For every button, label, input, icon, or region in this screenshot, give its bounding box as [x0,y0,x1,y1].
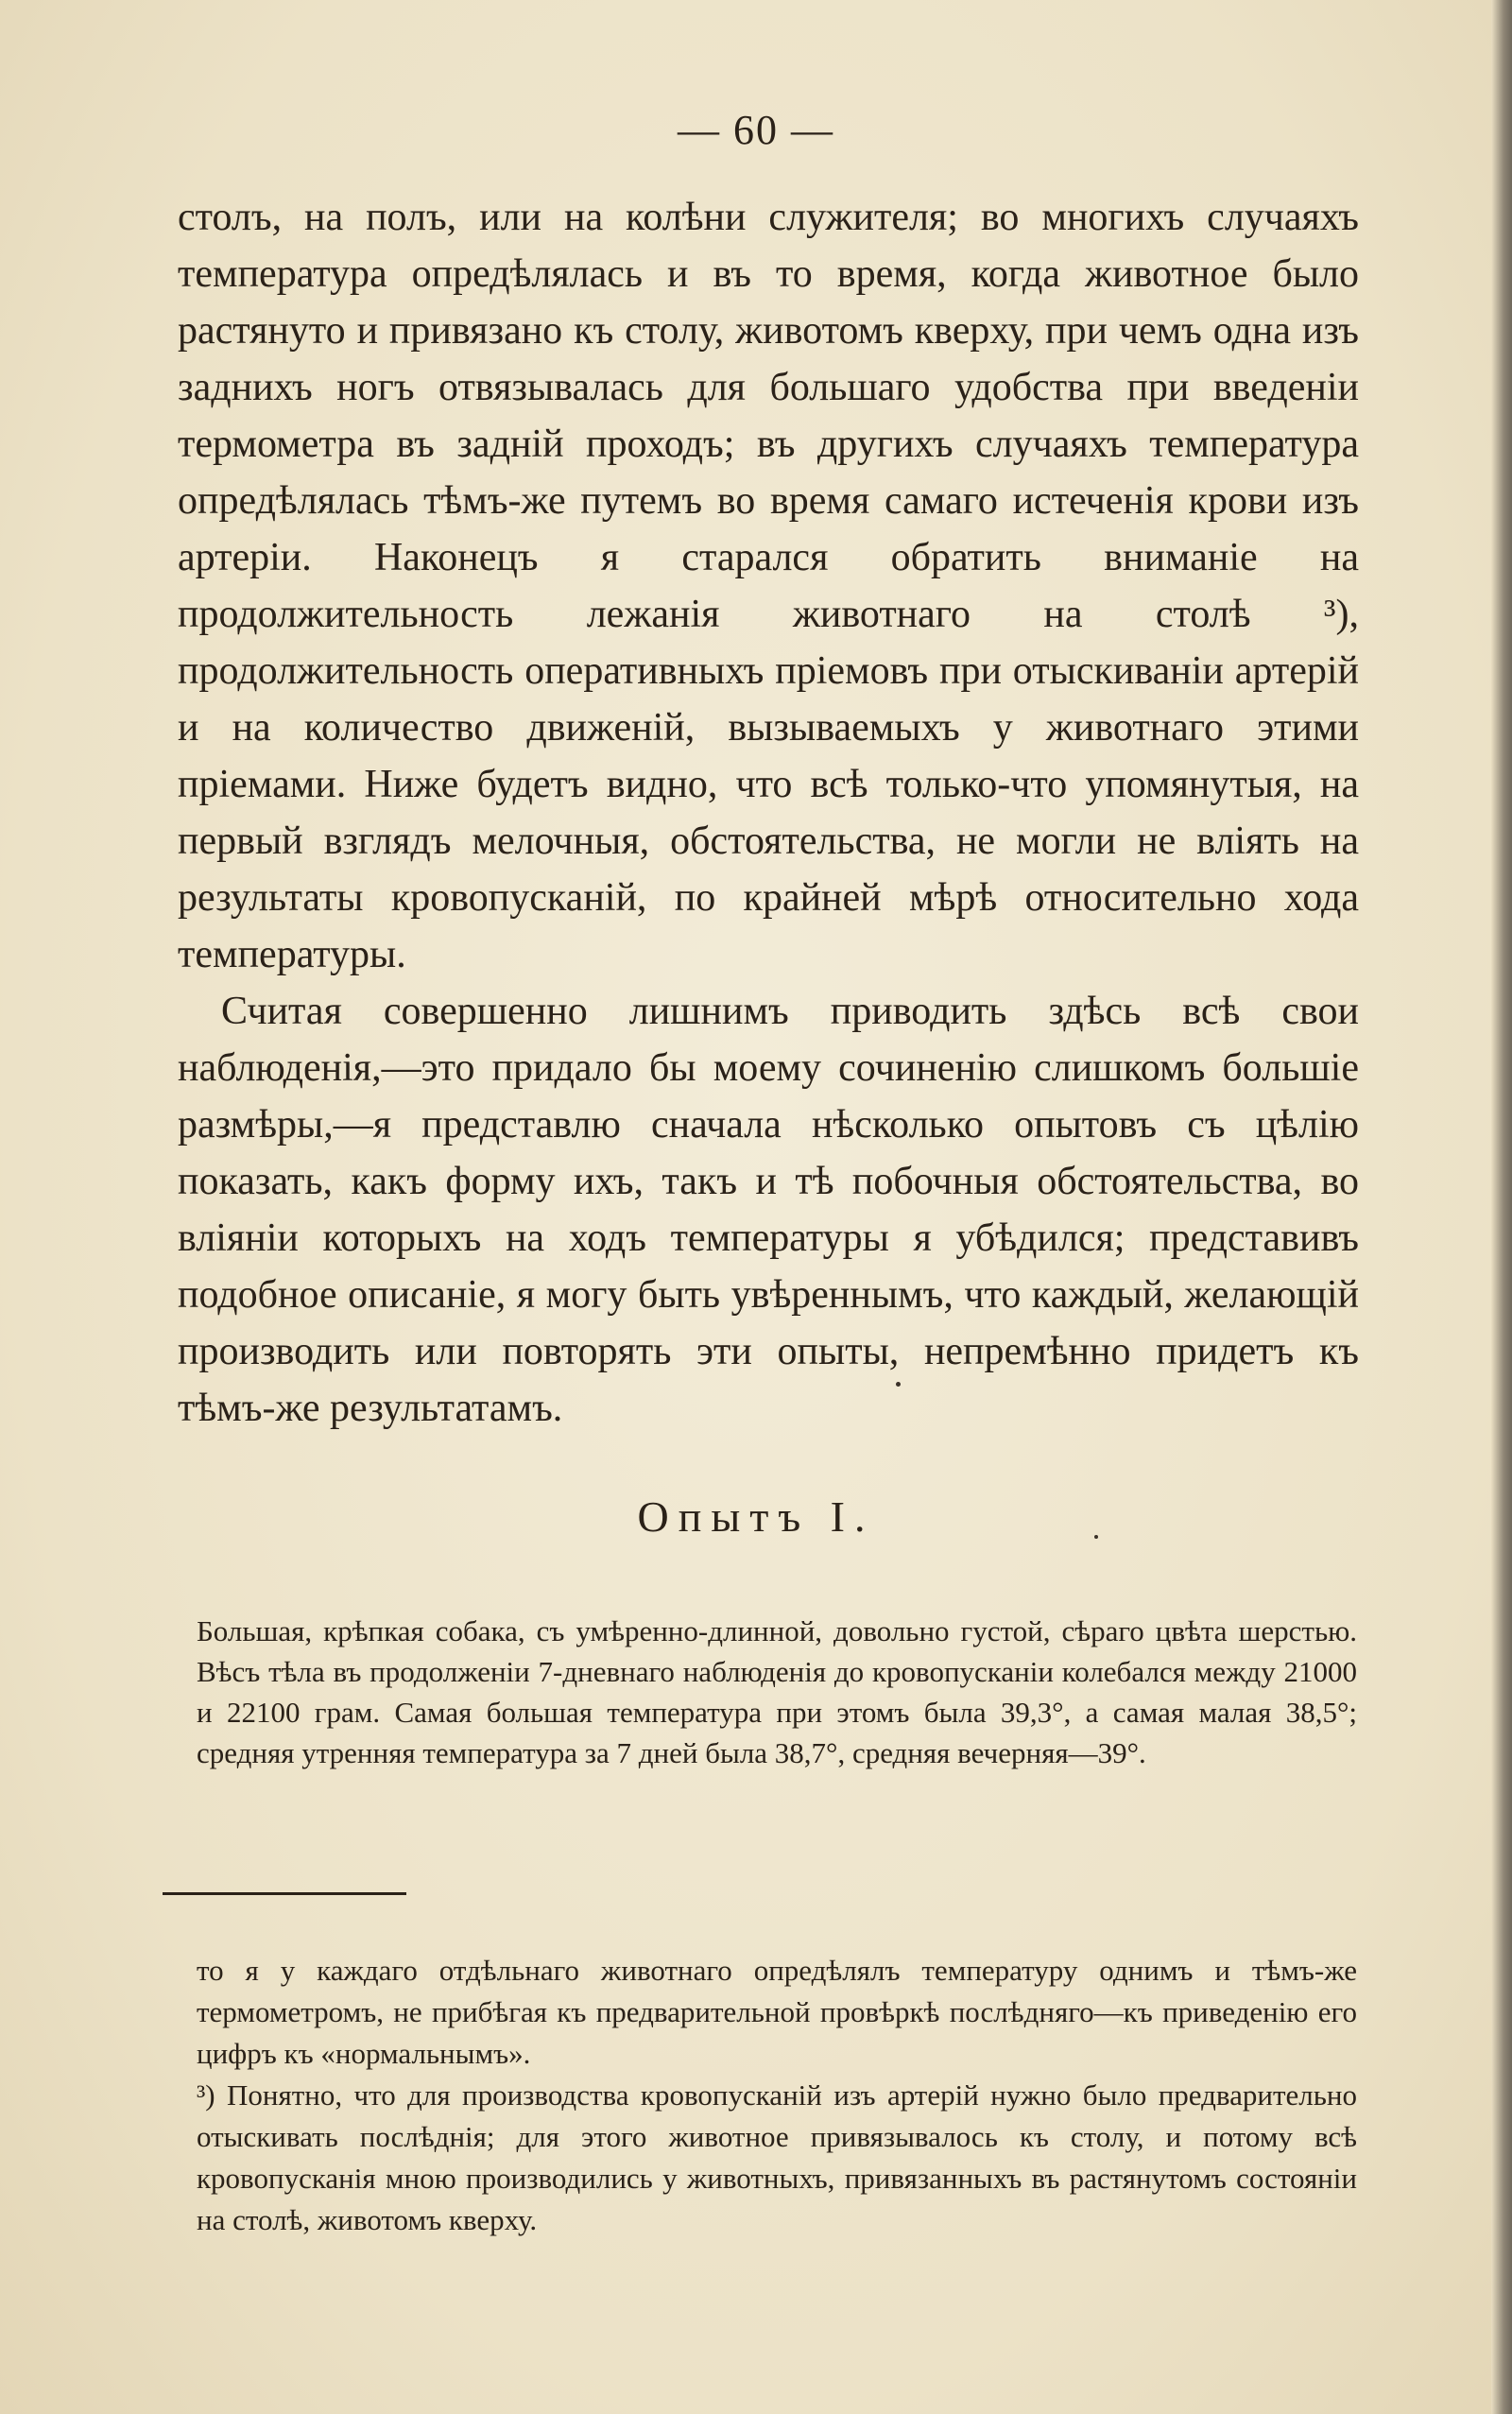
ink-speck [896,1382,901,1387]
page-edge-shadow [1491,0,1512,2414]
footnote-continued: то я у каждаго отдѣльнаго животнаго опредѣлялъ температуру однимъ и тѣмъ-же термометромъ, не прибѣгая къ предварительной провѣркѣ послѣдняго—къ приведенію его цифръ къ «нормальнымъ». [197,1954,1357,2070]
main-text [178,189,1359,1437]
section-title: Опытъ I. [637,1492,875,1541]
experiment-description: Большая, крѣпкая собака, съ умѣренно-длинной, довольно густой, сѣраго цвѣта шерстью. Вѣсъ тѣла въ продолженіи 7-дневнаго наблюденія до кровопусканіи колебался между 21000 и 22100 грам. Самая большая температура при этомъ была 39,3°, а самая малая 38,5°; средняя утренняя температура за 7 дней была 38,7°, средняя вечерняя—39°. [197,1614,1357,1769]
footnotes [197,1950,1357,2241]
paragraph-1: столъ, на полъ, или на колѣни служителя; во многихъ случаяхъ температура опредѣлялась и въ то время, когда животное было растянуто и привязано къ столу, животомъ кверху, при чемъ одна изъ заднихъ ногъ отвязывалась для большаго удобства при введеніи термометра въ заднiй проходъ; въ другихъ случаяхъ температура опредѣлялась тѣмъ-же путемъ во время самаго истеченія крови изъ артеріи. Наконецъ я старался обратить вниманіе на продолжительность лежанія животнаго на столѣ ³), продолжительность оперативныхъ пріемовъ при отыскиваніи артерій и на количество движеній, вызываемыхъ у животнаго этими пріемами. Ниже будетъ видно, что всѣ только-что упомянутыя, на первый взглядъ мелочныя, обстоятельства, не могли не влiять на результаты кровопусканій, по крайней мѣрѣ относительно хода температуры. [178,196,1359,976]
footnote-divider [163,1892,406,1895]
page-number: — 60 — [678,107,834,153]
paragraph-2: Считая совершенно лишнимъ приводить здѣсь всѣ свои наблюденія,—это придало бы моему сочиненію слишкомъ большіе размѣры,—я представлю сначала нѣсколько опытовъ съ цѣлію показать, какъ форму ихъ, такъ и тѣ побочныя обстоятельства, во вліяніи которыхъ на ходъ температуры я убѣдился; представивъ подобное описаніе, я могу быть увѣреннымъ, что каждый, желающій производить или повторять эти опыты, непремѣнно придетъ къ тѣмъ-же результатамъ. [178,990,1359,1430]
footnote-3: ³) Понятно, что для производства кровопусканій изъ артерій нужно было предварительно отыскивать послѣднія; для этого животное привязывалось къ столу, и потому всѣ кровопусканія мною производились у животныхъ, привязанныхъ въ растянутомъ состояніи на столѣ, животомъ кверху. [197,2078,1357,2236]
